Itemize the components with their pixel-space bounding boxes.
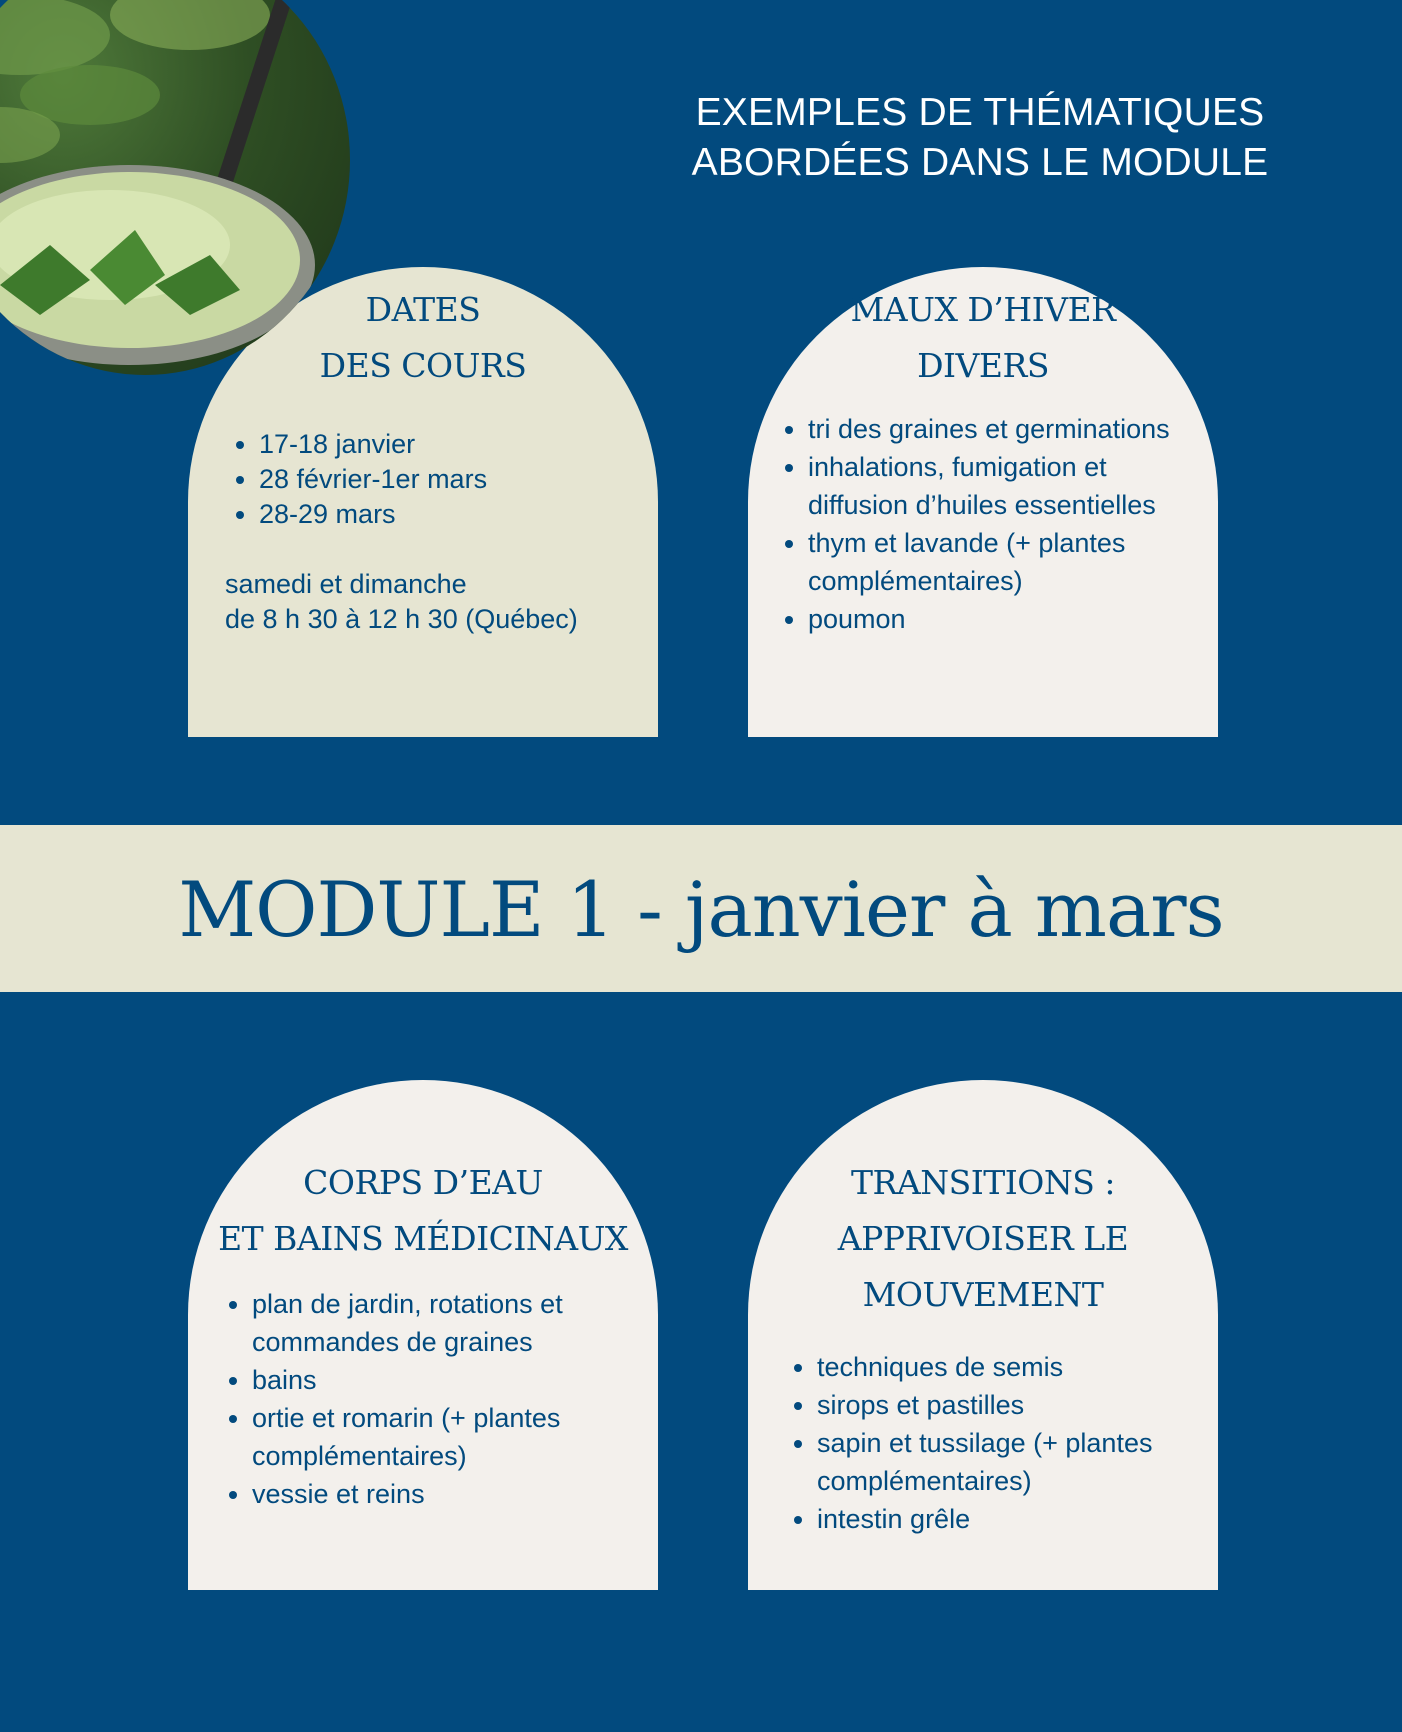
water-baths-card — [188, 1080, 658, 1590]
transitions-card — [748, 1080, 1218, 1590]
list-item: • thym et lavande (+ plantes complémentaires) — [808, 524, 1208, 600]
list-item: • 28-29 mars — [259, 497, 487, 532]
header-line-2: ABORDÉES DANS LE MODULE — [691, 141, 1269, 184]
module-title: MODULE 1 - janvier à mars — [178, 865, 1224, 954]
winter-topics-list — [774, 410, 1208, 638]
list-item: • bains — [252, 1361, 652, 1399]
header-line-1: EXEMPLES DE THÉMATIQUES — [695, 91, 1265, 134]
module-themes-header — [690, 88, 1270, 188]
list-item: • vessie et reins — [252, 1475, 652, 1513]
list-item: • techniques de semis — [817, 1348, 1227, 1386]
transitions-topics-list — [783, 1348, 1227, 1538]
winter-card-title: MAUX D’HIVER DIVERS — [850, 290, 1116, 385]
water-card-title: CORPS D’EAU ET BAINS MÉDICINAUX — [218, 1163, 628, 1258]
list-item: • plan de jardin, rotations et commandes de graines — [252, 1285, 652, 1361]
list-item: • inhalations, fumigation et diffusion d’huiles essentielles — [808, 448, 1208, 524]
schedule-note: samedi et dimanche de 8 h 30 à 12 h 30 (Québec) — [225, 569, 578, 634]
dates-list — [225, 427, 487, 532]
winter-ailments-card — [748, 267, 1218, 737]
list-item: • tri des graines et germinations — [808, 410, 1208, 448]
list-item: • 17-18 janvier — [259, 427, 487, 462]
module-band — [0, 825, 1402, 992]
transitions-card-title: TRANSITIONS : APPRIVOISER LE MOUVEMENT — [837, 1163, 1129, 1314]
list-item: • intestin grêle — [817, 1500, 1227, 1538]
water-topics-list — [218, 1285, 652, 1513]
dates-card-title: DATES DES COURS — [319, 290, 527, 385]
list-item: • ortie et romarin (+ plantes complémentaires) — [252, 1399, 652, 1475]
list-item: • sapin et tussilage (+ plantes complémentaires) — [817, 1424, 1227, 1500]
list-item: • poumon — [808, 600, 1208, 638]
list-item: • sirops et pastilles — [817, 1386, 1227, 1424]
list-item: • 28 février-1er mars — [259, 462, 487, 497]
